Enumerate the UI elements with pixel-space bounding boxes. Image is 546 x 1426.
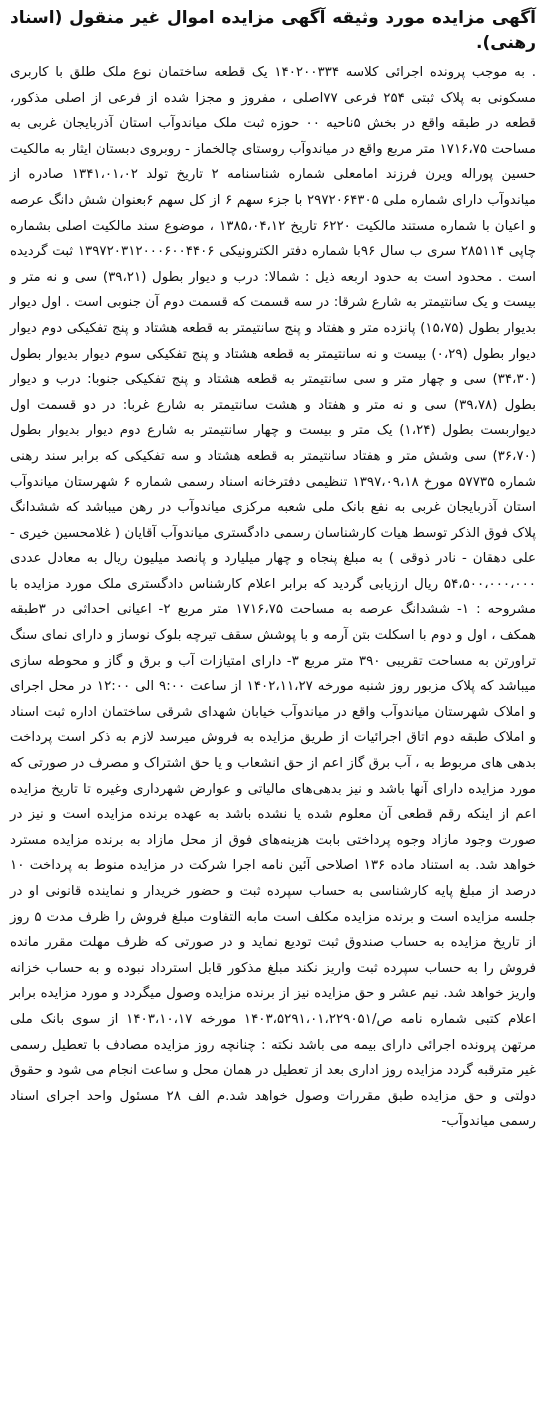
notice-body: . به موجب پرونده اجرائی کلاسه ۱۴۰۲۰۰۳۳۴ یک قطعه ساختمان نوع ملک طلق با کاربری مسکونی به پلاک ثبتی ۲۵۴ فرعی ۷۷اصلی ، مفروز و مجزا شده از فرعی از اصلی مذکور، قطعه در طبقه واقع در بخش ۵ناحیه ۰۰ حوزه ثبت ملک میاندوآب استان آذربایجان غربی به مساحت ۱۷۱۶،۷۵ متر مربع واقع در میاندوآب روستای چالخماز - روبروی دبستان ایثار به مالکیت حسین پوراله ویرن فرزند امامعلی شماره شناسنامه ۲ تاریخ تولد ۱۳۴۱،۰۱،۰۲ صادره از میاندوآب دارای شماره ملی ۲۹۷۲۰۶۴۳۰۵ با جزء سهم ۶ از کل سهم ۶بعنوان شش دانگ عرصه و اعیان با شماره مستند مالکیت ۶۲۲۰ تاریخ ۱۳۸۵،۰۴،۱۲ ، موضوع سند مالکیت اصلی بشماره چاپی ۲۸۵۱۱۴ سری ب سال ۹۶با شماره دفتر الکترونیکی ۱۳۹۷۲۰۳۱۲۰۰۰۶۰۰۴۴۰۶ ثبت گردیده است . محدود است به حدود اربعه ذیل : شمالا: درب و دیوار بطول (۳۹،۲۱) سی و نه متر و بیست و یک سانتیمتر به شارع شرقا: در سه قسمت که قسمت دوم آن جنوبی است . اول دیوار بدیوار بطول (۱۵،۷۵) پانزده متر و هفتاد و پنج سانتیمتر به قطعه هشتاد و پنج تفکیکی دوم دیوار دیوار بطول (۰،۲۹) بیست و نه سانتیمتر به قطعه هشتاد و پنج تفکیکی سوم دیوار بدیوار بطول (۳۴،۳۰) سی و چهار متر و سی سانتیمتر به قطعه هشتاد و پنج تفکیکی جنوبا: درب و دیوار بطول (۳۹،۷۸) سی و نه متر و هفتاد و هشت سانتیمتر به شارع غربا: در دو قسمت اول دیواربست بطول (۱،۲۴) یک متر و بیست و چهار سانتیمتر به شارع دوم دیوار بدیوار بطول (۳۶،۷۰) سی وشش متر و هفتاد سانتیمتر به قطعه هشتاد و سه تفکیکی که برابر سند رهنی شماره ۵۷۷۳۵ مورخ ۱۳۹۷،۰۹،۱۸ تنظیمی دفترخانه اسناد رسمی شماره ۶ شهرستان میاندوآب استان آذربایجان غربی به نفع بانک ملی شعبه مرکزی میاندوآب در رهن میباشد که ششدانگ پلاک فوق الذکر توسط هیات کارشناسان رسمی دادگستری میاندوآب آقایان ( غلامحسین خیری - علی دهقان - نادر ذوقی ) به مبلغ پنجاه و چهار میلیارد و پانصد میلیون ریال به معادل عددی ۵۴،۵۰۰،۰۰۰،۰۰۰ ریال ارزیابی گردید که برابر اعلام کارشناس دادگستری ملک مورد مزایده با مشروحه : ۱- ششدانگ عرصه به مساحت ۱۷۱۶،۷۵ متر مربع ۲- اعیانی احداثی در ۳طبقه همکف ، اول و دوم با اسکلت بتن آرمه و با پوشش سقف تیرچه بلوک نوساز و دارای نمای سنگ تراورتن به مساحت تقریبی ۳۹۰ متر مربع ۳- دارای امتیازات آب و برق و گاز و محوطه سازی میباشد که پلاک مزبور روز شنبه مورخه ۱۴۰۲،۱۱،۲۷ از ساعت ۹:۰۰ الی ۱۲:۰۰ در محل اجرای و املاک شهرستان میاندوآب واقع در میاندوآب خیابان شهدای شرقی ساختمان اداره ثبت اسناد و املاک طبقه دوم اتاق اجرائیات از طریق مزایده به فروش میرسد لازم به ذکر است پرداخت بدهی های مربوط به ، آب برق گاز اعم از حق انشعاب و یا حق اشتراک و مصرف در صورتی که مورد مزایده دارای آنها باشد و نیز بدهی‌های مالیاتی و عوارض شهرداری وغیره تا تاریخ مزایده اعم از اینکه رقم قطعی آن معلوم شده یا نشده باشد به عهده برنده مزایده است و نیز در صورت وجود مازاد وجوه پرداختی بابت هزینه‌های فوق از محل مازاد به برنده مزایده مسترد خواهد شد. به استناد ماده ۱۳۶ اصلاحی آئین نامه اجرا شرکت در مزایده منوط به پرداخت ۱۰ درصد از مبلغ پایه کارشناسی به حساب سپرده ثبت و حضور خریدار و نماینده قانونی او در جلسه مزایده است و برنده مزایده مکلف است مابه التفاوت مبلغ فروش را ظرف مدت ۵ روز از تاریخ مزایده به حساب صندوق ثبت تودیع نماید و در صورتی که ظرف مهلت مقرر مانده فروش را به حساب سپرده ثبت واریز نکند مبلغ مذکور قابل استرداد نبوده و به حساب خزانه واریز خواهد شد. نیم عشر و حق مزایده نیز از برنده مزایده وصول میگردد و مورد مزایده برابر اعلام کتبی شماره نامه ص/۱۴۰۳،۵۲۹۱،۰۱،۲۲۹۰۵۱ مورخه ۱۴۰۳،۱۰،۱۷ از سوی بانک ملی مرتهن پرونده اجرائی دارای بیمه می باشد نکته : چنانچه روز مزایده مصادف با تعطیل رسمی غیر مترقبه گردد مزایده روز اداری بعد از تعطیل در همان محل و ساعت انجام می شود و حقوق دولتی و حق مزایده طبق مقررات وصول خواهد شد.م الف ۲۸ مسئول واحد اجرای اسناد رسمی میاندوآب-	[10, 65, 537, 1130]
notice-title: آگهی مزایده مورد وثیقه آگهی مزایده اموال غیر منقول (اسناد رهنی).	[10, 8, 536, 53]
